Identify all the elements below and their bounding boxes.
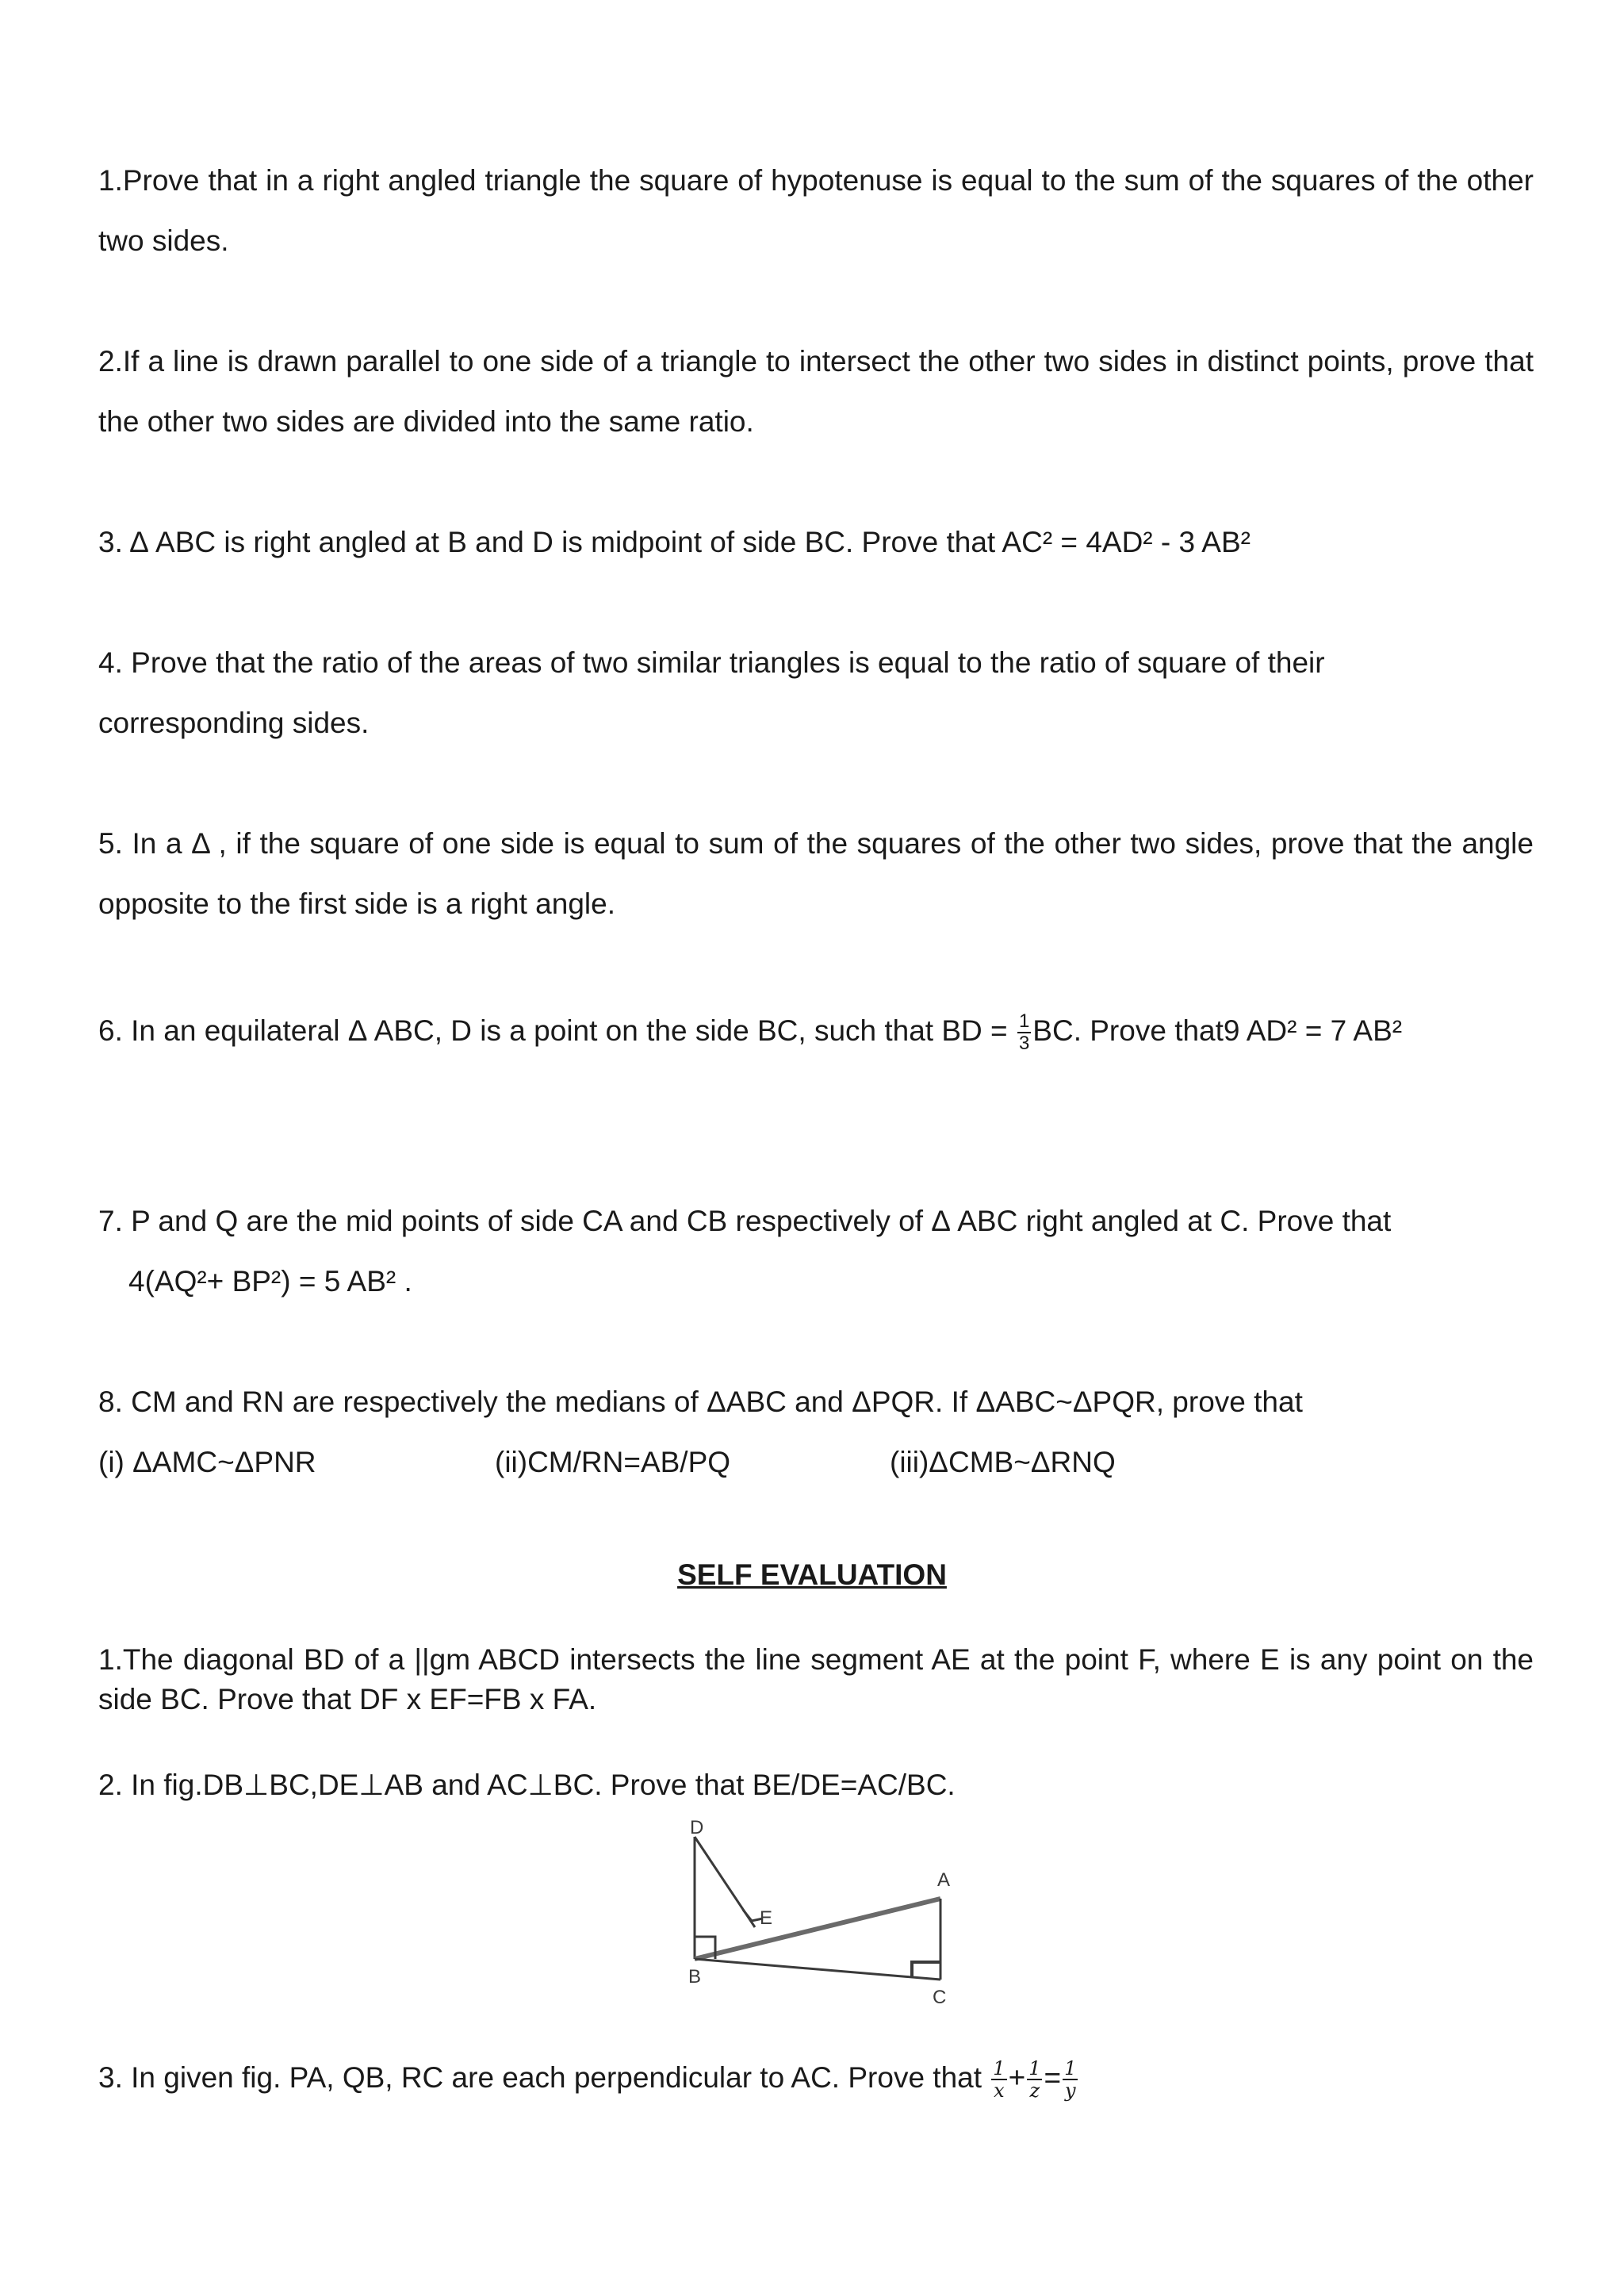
fraction-numerator: 1	[1018, 1010, 1030, 1033]
question-6	[98, 1001, 1534, 1061]
label-a: A	[937, 1869, 951, 1891]
question-7-line-1: 7. P and Q are the mid points of side CA and CB respectively of Δ ABC right angled at C. Prove that	[98, 1205, 1392, 1237]
equals-sign: =	[1044, 2061, 1062, 2094]
plus-sign: +	[1008, 2061, 1026, 2094]
label-e: E	[760, 1907, 773, 1929]
fraction-denominator: 3	[1018, 1033, 1030, 1055]
self-evaluation-question-1: 1.The diagonal BD of a ||gm ABCD intersects the line segment AE at the point F, where E is any point on the side BC. Prove that DF x EF=FB x FA.	[98, 1643, 1534, 1715]
question-8-part-i: (i) ΔAMC~ΔPNR	[98, 1446, 316, 1478]
question-4-line-2: corresponding sides.	[98, 707, 370, 739]
question-2: 2.If a line is drawn parallel to one side of a triangle to intersect the other two sides in distinct points, prove that the other two sides are divided into the same ratio.	[98, 345, 1534, 438]
fraction-numerator: 1	[1064, 2057, 1077, 2080]
fraction-denominator: y	[1064, 2079, 1076, 2102]
label-d: D	[690, 1817, 704, 1838]
fraction-denominator: z	[1029, 2079, 1040, 2102]
question-6-text-before: 6. In an equilateral Δ ABC, D is a point on the side BC, such that BD =	[98, 1014, 1016, 1047]
label-c: C	[933, 1987, 947, 2008]
fraction-denominator: x	[994, 2079, 1005, 2102]
question-7-line-2: 4(AQ²+ BP²) = 5 AB² .	[128, 1265, 412, 1297]
self-evaluation-question-3	[98, 2048, 1534, 2108]
segment-bc	[695, 1959, 940, 1980]
question-3-text-before: 3. In given fig. PA, QB, RC are each perpendicular to AC. Prove that	[98, 2061, 990, 2094]
right-angle-mark-c	[912, 1962, 940, 1977]
question-8-part-iii: (iii)ΔCMB~ΔRNQ	[890, 1446, 1116, 1478]
self-evaluation-heading: SELF EVALUATION	[677, 1558, 947, 1591]
right-triangles-figure	[674, 1807, 975, 2013]
segment-ab	[695, 1899, 940, 1959]
self-evaluation-question-2: 2. In fig.DB⊥BC,DE⊥AB and AC⊥BC. Prove that BE/DE=AC/BC.	[98, 1769, 956, 1801]
fraction-one-over-y	[1063, 2059, 1078, 2100]
question-8-stem: 8. CM and RN are respectively the medians of ΔABC and ΔPQR. If ΔABC~ΔPQR, prove that	[98, 1386, 1303, 1418]
question-8-part-ii: (ii)CM/RN=AB/PQ	[495, 1446, 731, 1478]
question-4	[98, 633, 1534, 753]
question-1: 1.Prove that in a right angled triangle the square of hypotenuse is equal to the sum of the squares of the other two sides.	[98, 164, 1534, 257]
question-6-text-after: BC. Prove that9 AD² = 7 AB²	[1032, 1014, 1403, 1047]
question-3: 3. Δ ABC is right angled at B and D is midpoint of side BC. Prove that AC² = 4AD² - 3 AB²	[98, 526, 1251, 558]
fraction-numerator: 1	[1028, 2057, 1041, 2080]
fraction-one-over-x	[991, 2059, 1006, 2100]
question-5: 5. In a Δ , if the square of one side is equal to sum of the squares of the other two sides, prove that the angle opposite to the first side is a right angle.	[98, 827, 1534, 920]
label-b: B	[688, 1966, 702, 1987]
fraction-one-over-z	[1027, 2059, 1042, 2100]
fraction-numerator: 1	[993, 2057, 1005, 2080]
question-7	[98, 1191, 1534, 1312]
fraction-one-third	[1017, 1012, 1031, 1053]
question-4-line-1: 4. Prove that the ratio of the areas of two similar triangles is equal to the ratio of square of their	[98, 646, 1325, 679]
